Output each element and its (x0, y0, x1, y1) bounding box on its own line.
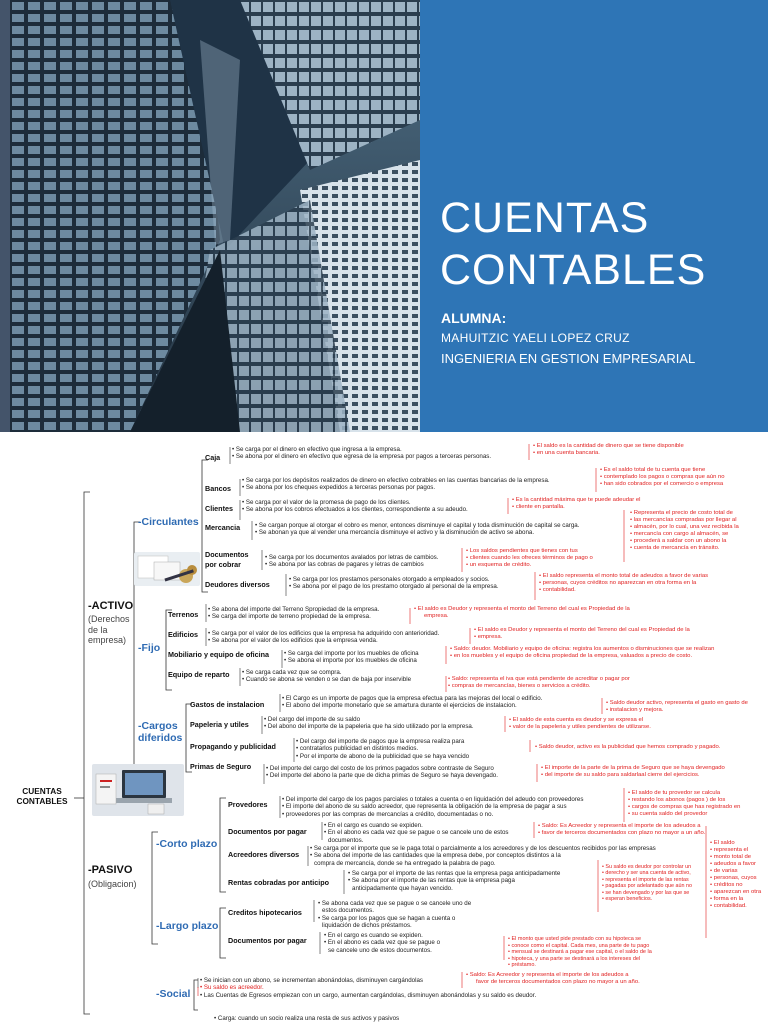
papeleria-label: Papeleria y utiles (190, 720, 249, 729)
mercancia-r2: • las mercancías compradas por llegar al (630, 517, 737, 523)
docs-pagar-lp-r1: • Saldo: Es Acreedor y representa el importe de los adeudos a (466, 972, 629, 978)
activo-sub1: (Derechos (88, 614, 130, 624)
rentas-r3: • representa el importe de las rentas (602, 876, 689, 883)
clientes-b1: • Se carga por el valor de la promesa de pago de los clientes. (242, 499, 411, 506)
docs-pagar-lp-b1: • En el cargo es cuando se expiden. (324, 932, 423, 939)
proveedores-r3: • cargos de compras que has registrado en (628, 804, 741, 810)
hipotecarios-r3: • mensual se destinará a pagar ese capital, o el saldo de la (508, 949, 652, 955)
documentos-note (466, 548, 626, 569)
pasivo-label: -PASIVO (88, 864, 133, 876)
documentos-r3: • un esquema de crédito. (466, 562, 532, 568)
edificios-b2: • Se abona por el valor de los edificios que la empresa venda. (208, 637, 378, 645)
social-node: -Social (156, 988, 191, 1000)
proveedores-b3: • proveedores por las compras de mercancías a crédito, documentadas o no. (282, 810, 494, 818)
reparto-bullets (242, 669, 411, 684)
reparto-b2: • Cuando se abona se venden o se dan de baja por inservible (242, 676, 412, 684)
clientes-bullets (242, 499, 468, 514)
documentos-label (205, 550, 249, 570)
rentas-b3: anticipadamente que hayan vencido. (352, 884, 453, 892)
mercancia-b1: • Se cargan porque al otorgar el cobro es menor, entonces disminuye el capital y toda disminución de capital se carga. (255, 522, 580, 529)
rentas-r6: • esperan beneficios. (602, 896, 653, 903)
papeleria-r1: • El saldo de esta cuenta es deudor y se expresa el (509, 717, 644, 723)
caja-bullets (232, 446, 491, 461)
bancos-r2: • contemplado los pagos o compras que aún no (600, 474, 725, 480)
mobiliario-bullets (284, 650, 419, 665)
activo-label: -ACTIVO (88, 600, 134, 612)
docs-pagar-lp-r2: favor de terceros documentados con plazo no mayor a un año. (476, 979, 640, 985)
proveedores-r2: • restando los abonos (pagos ) de los (628, 797, 726, 803)
pasivo-subtitle: (Obligacion) (88, 879, 137, 889)
documentos-bullets (265, 554, 438, 569)
hipotecarios-b2: estos documentos. (322, 907, 374, 915)
reparto-note (448, 676, 708, 690)
mobiliario-note (450, 646, 762, 660)
bancos-r3: • han sido cobrados por el comercio o empresa (600, 481, 724, 487)
reparto-r1: • Saldo: representa el iva que está pendiente de acreditar o pagar por (448, 676, 630, 682)
primas-r2: • del importe de su saldo para saldarlaal cierre del ejercicios. (541, 772, 700, 778)
activo-node (88, 600, 133, 612)
papeleria-bullets (264, 716, 474, 731)
acreedores-note (710, 840, 764, 910)
hipotecarios-bullets (318, 900, 471, 930)
deudores-r1: • El saldo representa el monto total de adeudos a favor de varias (539, 573, 709, 579)
docs-pagar-cp-b2: • En el abono es cada vez que se pague o se cancele uno de estos (324, 829, 509, 837)
bancos-note (600, 467, 760, 488)
building-photo (10, 0, 420, 432)
acreedores-r10: • contabilidad. (710, 903, 747, 909)
terrenos-note (414, 606, 714, 620)
documentos-r1: • Los saldos pendientes que tienes con tus (466, 548, 578, 554)
hipotecarios-note (508, 936, 688, 969)
gastos-b1: • El Cargo es un importe de pagos que la empresa efectua para las mejoras del local o edificio. (282, 695, 543, 702)
edificios-note (474, 627, 764, 641)
propaganda-label: Propagando y publicidad (190, 742, 276, 751)
propaganda-b1: • Del cargo del importe de pagos que la empresa realiza para (296, 738, 465, 745)
papeleria-b2: • Del abono del importe de la papeleria que ha sido utilizado por la empresa. (264, 723, 474, 731)
proveedores-label: Provedores (228, 800, 268, 809)
proveedores-r4: • su cuenta saldo del provedor (628, 811, 708, 817)
mercancia-r3: • almacén, por lo cual, una vez recibida la (630, 524, 739, 530)
mercancia-note (630, 510, 762, 552)
mercancia-r1: • Representa el precio de costo total de (630, 510, 733, 516)
docs-pagar-cp-b1: • En el cargo es cuando se expiden. (324, 822, 423, 829)
acreedores-r3: • monto total de (710, 854, 752, 860)
primas-bullets (266, 765, 498, 780)
reparto-label: Equipo de reparto (168, 670, 230, 679)
mercancia-b2: • Se abonan ya que al vender una mercancía disminuye el activo y la disminución de activo se abona. (255, 529, 535, 537)
primas-b2: • Del importe del abono la parte que de dicha primas de Seguro se haya devengado. (266, 772, 498, 780)
social-bullets (200, 977, 536, 999)
caja-r2: • en una cuenta bancaria. (533, 450, 600, 456)
terrenos-b1: • Se abona del importe del Terreno Spropiedad de la empresa. (208, 606, 380, 613)
propaganda-bullets (296, 738, 469, 760)
pasivo-node (88, 864, 132, 876)
docs-pagar-cp-note (538, 823, 758, 837)
documentos-r2: • clientes cuando les ofreces términos de pago o (466, 555, 593, 561)
rentas-r4: • pagadas por adelantado que aún no (602, 883, 693, 890)
reparto-r2: • compras de mercancías, bienes o servicios a crédito. (448, 683, 591, 689)
deudores-r3: • contabilidad. (539, 587, 576, 593)
docs-pagar-cp-label: Documentos por pagar (228, 827, 307, 836)
cover-slide (0, 0, 768, 432)
mercancia-r6: • cuenta de mercancía en tránsito. (630, 545, 720, 551)
bancos-r1: • Es el saldo total de tu cuenta que tiene (600, 467, 706, 473)
social-b2: • Las Cuentas de Egresos empiezan con un cargo, aumentan cargándolas, disminuyen abonándolas y su saldo es deudor. (200, 991, 537, 999)
activo-sub3: empresa) (88, 635, 127, 645)
edificios-bullets (208, 630, 439, 645)
docs-pagar-lp-label: Documentos por pagar (228, 936, 307, 945)
deudores-b2: • Se abona por el pago de los prestamo otorgado al personal de la empresa. (289, 583, 499, 591)
bancos-bullets (242, 477, 550, 492)
edificios-r1: • El saldo es Deudor y representa el monto del Terreno del cual es Propiedad de la (474, 627, 690, 633)
primas-note (541, 765, 766, 779)
papeleria-note (509, 717, 709, 731)
primas-label: Primas de Seguro (190, 762, 252, 771)
docs-pagar-cp-b3: documentos. (328, 836, 364, 844)
clientes-note (512, 497, 682, 511)
terrenos-b2: • Se carga del importe de terreno propiedad de la empresa. (208, 613, 371, 621)
documentos-name2: por cobrar (205, 560, 241, 569)
rentas-b2: • Se abona por el importe de las rentas que la empresa paga (348, 877, 515, 885)
deudores-bullets (289, 576, 499, 591)
edificios-r2: • empresa. (474, 634, 503, 640)
acreedores-r8: • aparezcan en otra (710, 889, 762, 895)
circulantes-node: -Circulantes (138, 516, 199, 528)
hipotecarios-b3: • Se carga por los pagos que se hagan a cuenta o (318, 914, 456, 922)
gastos-label: Gastos de instalacion (190, 700, 265, 709)
primas-r1: • El importe de la parte de la prima de Seguro que se haya devengado (541, 765, 725, 771)
acreedores-r9: • forma en la (710, 896, 744, 902)
rentas-bullets (348, 870, 560, 892)
documents-photo (134, 552, 200, 586)
root-label: CUENTAS CONTABLES (16, 786, 68, 806)
mobiliario-b1: • Se carga del importe por los muebles de oficina (284, 650, 419, 657)
root-node (12, 786, 72, 806)
acreedores-r1: • El saldo (710, 840, 735, 846)
propaganda-note (535, 744, 765, 751)
acreedores-r7: • créditos no (710, 882, 743, 888)
docs-pagar-cp-r1: • Saldo: Es Acreedor y representa el importe de los adeudos a (538, 823, 701, 829)
rentas-label: Rentas cobradas por anticipo (228, 878, 330, 887)
mobiliario-r1: • Saldo: deudor. Mobiliario y equipo de oficina: registra los aumentos o disminuciones que se realizan (450, 646, 715, 652)
acreedores-r2: • representa el (710, 847, 749, 853)
corto-plazo-node: -Corto plazo (156, 838, 218, 850)
mobiliario-r2: • en los muebles y el equipo de oficina propiedad de la empresa, valuados a precio de costo. (450, 653, 693, 659)
docs-pagar-cp-bullets (324, 822, 509, 844)
acreedores-b2: • Se abona del importe de las cantidades que la empresa debe, por conceptos distintos a la (310, 852, 561, 860)
deudores-b1: • Se carga por los prestamos personales otorgado a empleados y socios. (289, 576, 490, 583)
terrenos-label: Terrenos (168, 610, 199, 619)
cargos-diferidos-node (138, 720, 182, 744)
bancos-b2: • Se abona por los cheques expedidos a terceras personas por pagos. (242, 484, 436, 492)
social-r1: • Su saldo es acreedor. (200, 984, 264, 992)
mobiliario-b2: • Se abona el importe por los muebles de oficina (284, 657, 417, 665)
cargos-diferidos-line2: diferidos (138, 732, 183, 744)
caja-b1: • Se carga por el dinero en efectivo que ingresa a la empresa. (232, 446, 402, 453)
rentas-r5: • se han devengado y por las que se (602, 889, 690, 896)
social-capital-bullet (214, 1015, 399, 1022)
mobiliario-label: Mobiliario y equipo de oficina (168, 650, 270, 659)
clientes-b2: • Se abona por los cobros efectuados a los clientes, correspondiente a su adeudo. (242, 506, 468, 514)
hipotecarios-b4: liquidación de dichos préstamos. (322, 922, 412, 930)
propaganda-b2: • contratarlos publicidad en distintos medios. (296, 745, 419, 753)
cargos-diferidos-line1: -Cargos (138, 720, 178, 732)
hipotecarios-r5: • préstamo. (508, 962, 536, 968)
mercancia-bullets (255, 522, 579, 537)
acreedores-b1: • Se carga por el importe que se le paga total o parcialmente a los acreedores y de los descuentos recibidos por las empresas (310, 845, 656, 852)
alumna-name: MAHUITZIC YAELI LOPEZ CRUZ (441, 331, 630, 345)
fijo-node: -Fijo (138, 642, 161, 654)
concept-map (0, 432, 768, 1024)
mercancia-r5: • procederá a saldar con un abono la (630, 538, 727, 544)
gastos-b2: • El abono del importe monetario que se amartura durante el ejercicios de instalacion. (282, 702, 517, 710)
documentos-b2: • Se abona por las cobras de pagares y letras de cambios (265, 561, 424, 569)
acreedores-b3: compra de mercancía, donde se ha entregado la palabra de pago. (314, 859, 496, 867)
bancos-label: Bancos (205, 484, 231, 493)
alumna-label: ALUMNA: (441, 310, 507, 326)
social-b3: • Carga: cuando un socio realiza una resta de sus activos y pasivos (214, 1015, 400, 1022)
bancos-b1: • Se carga por los depósitos realizados de dinero en efectivo cobrables en las cuentas bancarias de la empresa. (242, 477, 550, 484)
hipotecarios-label: Creditos hipotecarios (228, 908, 302, 917)
caja-b2: • Se abona por el dinero en efectivo que egresa de la empresa por pagos a terceras personas. (232, 453, 492, 461)
propaganda-b3: • Por el importe de abono de la publicidad que se haya vencido (296, 752, 470, 760)
hipotecarios-r1: • El monto que usted pide prestado con su hipoteca se (508, 936, 642, 942)
rentas-r1: • Su saldo es deudor por controlar un (602, 864, 692, 870)
edificios-label: Edificios (168, 630, 198, 639)
terrenos-r2: empresa. (424, 613, 449, 619)
caja-r1: • El saldo es la cantidad de dinero que se tiene disponible (533, 443, 684, 449)
rentas-b1: • Se carga por el importe de las rentas que la empresa paga anticipadamente (348, 870, 561, 877)
docs-pagar-cp-r2: • favor de terceros documentados con plazo no mayor a un año. (538, 830, 706, 836)
largo-plazo-node: -Largo plazo (156, 920, 219, 932)
acreedores-label: Acreedores diversos (228, 850, 300, 859)
clientes-r1: • Es la cantidad máxima que te puede adeudar el (512, 497, 641, 503)
gastos-bullets (282, 695, 542, 710)
gastos-note (606, 700, 766, 714)
propaganda-r1: • Saldo deudor, activo es la publicidad que hemos comprado y pagado. (535, 744, 721, 750)
hipotecarios-b1: • Se abona cada vez que se pague o se cancele uno de (318, 900, 472, 907)
proveedores-b2: • El importe del abono de su saldo acreedor, que representa la obligación de la empresa de pagar a sus (282, 803, 567, 811)
mercancia-label: Mercancia (205, 523, 241, 532)
hipotecarios-r2: • conoce como el capital. Cada mes, una parte de tu pago (508, 942, 650, 949)
primas-b1: • Del importe del cargo del costo de los primos pagados sobre contraste de Seguro (266, 765, 494, 772)
documentos-b1: • Se carga por los documentos avalados por letras de cambios. (265, 554, 439, 561)
acreedores-r4: • adeudos a favor (710, 861, 756, 867)
acreedores-r6: • personas, cuyos (710, 875, 757, 881)
mercancia-r4: • mercancía con cargo al almacén, se (630, 531, 729, 537)
reparto-b1: • Se carga cada vez que se compra. (242, 669, 342, 676)
deudores-r2: • personas, cuyos créditos no aparezcan en otra forma en la (539, 580, 697, 586)
caja-note (533, 443, 733, 457)
rentas-note (602, 864, 706, 902)
deudores-label: Deudores diversos (205, 580, 270, 589)
acreedores-r5: • de varias (710, 868, 738, 874)
career-name: INGENIERIA EN GESTION EMPRESARIAL (441, 351, 696, 366)
cover-title-line1: CUENTAS (440, 194, 650, 242)
proveedores-b1: • Del importe del cargo de los pagos parciales o totales a cuenta o en liquidación del adeudo con proveedores (282, 796, 584, 803)
activo-subtitle (88, 614, 130, 646)
edificios-b1: • Se carga por el valor de los edificios que la empresa ha adquirido con anterioridad. (208, 630, 440, 637)
cover-title (440, 192, 706, 296)
proveedores-note (628, 790, 764, 818)
cover-side-strip (0, 0, 10, 432)
documentos-name1: Documentos (205, 550, 249, 559)
gastos-r1: • Saldo deudor activo, representa el gasto en gasto de (606, 700, 748, 706)
gastos-r2: • instalacion y mejora. (606, 707, 664, 713)
deudores-note (539, 573, 759, 594)
papeleria-b1: • Del cargo del importe de su saldo (264, 716, 361, 723)
activo-sub2: de la (88, 624, 108, 635)
proveedores-bullets (282, 796, 583, 818)
clientes-r2: • cliente en pantalla. (512, 504, 565, 510)
cover-title-line2: CONTABLES (440, 246, 707, 294)
laptop-photo (92, 764, 184, 816)
hipotecarios-r4: • hipoteca, y una parte se destinará a los intereses del (508, 955, 641, 962)
social-b1: • Se inician con un abono, se incrementan abonándolas, disminuyen cargándolas (200, 977, 424, 984)
terrenos-r1: • El saldo es Deudor y representa el monto del Terreno del cual es Propiedad de la (414, 606, 630, 612)
papeleria-r2: • valor de la papeleria y utiles pendientes de utilizarse. (509, 724, 651, 730)
docs-pagar-lp-bullets (324, 932, 440, 954)
clientes-label: Clientes (205, 504, 233, 513)
docs-pagar-lp-b2: • En el abono es cada vez que se pague o (324, 939, 441, 947)
caja-label: Caja (205, 453, 221, 462)
proveedores-r1: • El saldo de tu provedor se calcula (628, 790, 721, 796)
docs-pagar-lp-b3: se cancele uno de estos documentos. (328, 946, 432, 954)
rentas-r2: • derecho y ser una cuenta de activo, (602, 870, 691, 877)
terrenos-bullets (208, 606, 379, 621)
